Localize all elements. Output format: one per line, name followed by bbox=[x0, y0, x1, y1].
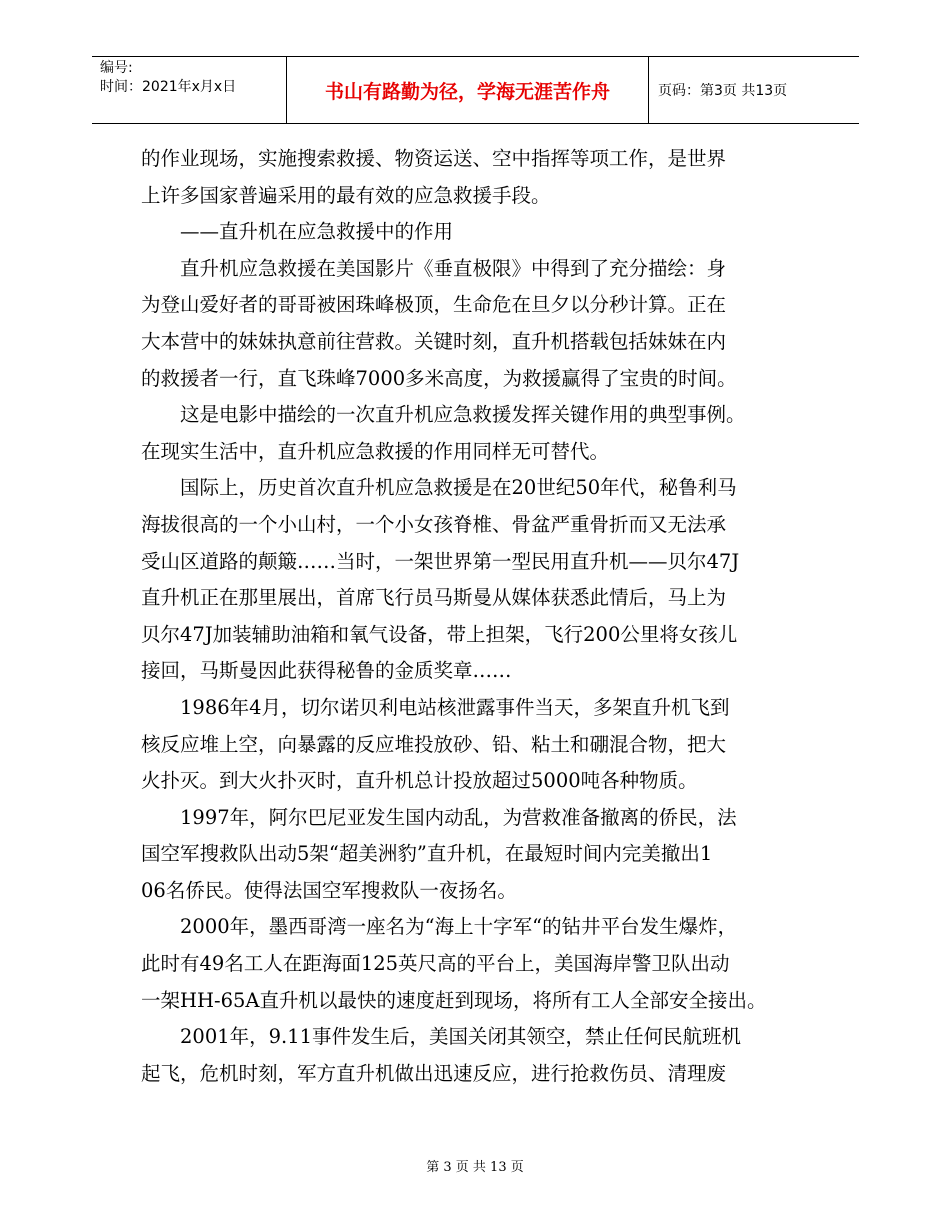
body-text-line: 海拔很高的一个小山村，一个小女孩脊椎、骨盆严重骨折而又无法承 bbox=[141, 512, 727, 536]
body-text-line: 贝尔47J加装辅助油箱和氧气设备，带上担架，飞行200公里将女孩儿 bbox=[141, 622, 738, 646]
document-time-label: 时间：2021年x月x日 bbox=[100, 79, 237, 95]
body-text-line: 上许多国家普遍采用的最有效的应急救援手段。 bbox=[141, 183, 551, 207]
page-header bbox=[92, 56, 859, 124]
body-text-line: 直升机正在那里展出，首席飞行员马斯曼从媒体获悉此情后，马上为 bbox=[141, 586, 727, 610]
body-text-line: 直升机应急救援在美国影片《垂直极限》中得到了充分描绘：身 bbox=[180, 256, 727, 280]
body-text-line: 核反应堆上空，向暴露的反应堆投放砂、铅、粘土和硼混合物，把大 bbox=[141, 732, 727, 756]
page-footer: 第 3 页 共 13 页 bbox=[426, 1160, 524, 1175]
body-text-line: 国际上，历史首次直升机应急救援是在20世纪50年代，秘鲁利马 bbox=[180, 476, 737, 500]
header-motto: 书山有路勤为径，学海无涯苦作舟 bbox=[324, 81, 610, 103]
body-text-line: 06名侨民。使得法国空军搜救队一夜扬名。 bbox=[141, 878, 517, 902]
body-text-line: 为登山爱好者的哥哥被困珠峰极顶，生命危在旦夕以分秒计算。正在 bbox=[141, 293, 727, 317]
body-text-line: 1986年4月，切尔诺贝利电站核泄露事件当天，多架直升机飞到 bbox=[180, 695, 730, 719]
body-text-line: 火扑灭。到大火扑灭时，直升机总计投放超过5000吨各种物质。 bbox=[141, 769, 698, 793]
body-text-line: 2000年，墨西哥湾一座名为“海上十字军“的钻井平台发生爆炸， bbox=[180, 915, 738, 939]
body-text-line: 在现实生活中，直升机应急救援的作用同样无可替代。 bbox=[141, 439, 610, 463]
body-text-line: 接回，马斯曼因此获得秘鲁的金质奖章…… bbox=[141, 659, 512, 683]
body-text-line: ——直升机在应急救援中的作用 bbox=[180, 220, 454, 244]
header-meta bbox=[100, 59, 236, 97]
document-number-label: 编号: bbox=[100, 60, 133, 76]
body-text-line: 国空军搜救队出动5架“超美洲豹”直升机，在最短时间内完美撤出1 bbox=[141, 842, 713, 866]
body-text-line: 的救援者一行，直飞珠峰7000多米高度，为救援赢得了宝贵的时间。 bbox=[141, 366, 737, 390]
body-text-line: 的作业现场，实施搜索救援、物资运送、空中指挥等项工作，是世界 bbox=[141, 147, 727, 170]
body-text-line: 受山区道路的颠簸……当时，一架世界第一型民用直升机——贝尔47J bbox=[141, 549, 740, 573]
body-text-line: 大本营中的妹妹执意前往营救。关键时刻，直升机搭载包括妹妹在内 bbox=[141, 329, 727, 353]
body-text-line: 这是电影中描绘的一次直升机应急救援发挥关键作用的典型事例。 bbox=[180, 403, 746, 427]
header-page-info: 页码：第3页 共13页 bbox=[658, 83, 788, 99]
header-divider bbox=[648, 57, 649, 123]
body-text-line: 起飞，危机时刻，军方直升机做出迅速反应，进行抢救伤员、清理废 bbox=[141, 1061, 727, 1085]
body-text-line: 1997年，阿尔巴尼亚发生国内动乱，为营救准备撤离的侨民，法 bbox=[180, 805, 737, 829]
body-text-line: 一架HH-65A直升机以最快的速度赶到现场，将所有工人全部安全接出。 bbox=[141, 988, 767, 1012]
body-text-line: 此时有49名工人在距海面125英尺高的平台上，美国海岸警卫队出动 bbox=[141, 952, 730, 976]
document-body bbox=[141, 141, 813, 1092]
body-text-line: 2001年，9.11事件发生后，美国关闭其领空，禁止任何民航班机 bbox=[180, 1025, 742, 1049]
